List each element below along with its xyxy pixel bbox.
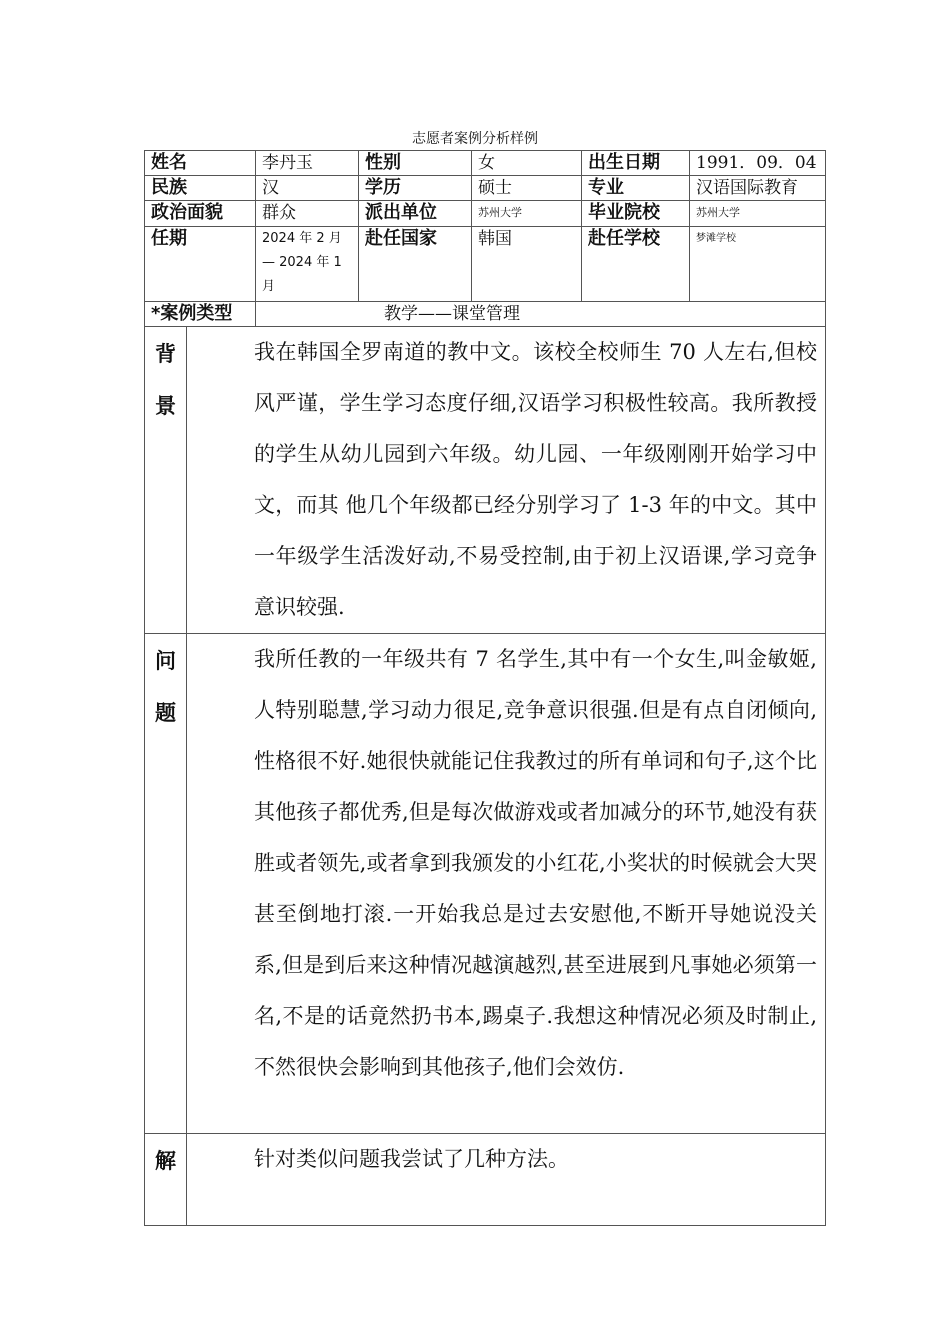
birth-label: 出生日期 bbox=[582, 151, 690, 176]
major-value: 汉语国际教育 bbox=[690, 176, 826, 201]
grad-label: 毕业院校 bbox=[582, 201, 690, 227]
country-value: 韩国 bbox=[472, 227, 582, 302]
dispatch-label: 派出单位 bbox=[359, 201, 472, 227]
term-label: 任期 bbox=[145, 227, 256, 302]
country-label: 赴任国家 bbox=[359, 227, 472, 302]
birth-value: 1991．09．04 bbox=[690, 151, 826, 176]
term-value: 2024 年 2 月 — 2024 年 1 月 bbox=[256, 227, 359, 302]
school-label: 赴任学校 bbox=[582, 227, 690, 302]
major-label: 专业 bbox=[582, 176, 690, 201]
political-label: 政治面貌 bbox=[145, 201, 256, 227]
solution-text: 针对类似问题我尝试了几种方法。 bbox=[187, 1134, 826, 1226]
solution-label: 解 bbox=[145, 1134, 187, 1226]
political-value: 群众 bbox=[256, 201, 359, 227]
case-type-label: *案例类型 bbox=[145, 302, 256, 327]
gender-label: 性别 bbox=[359, 151, 472, 176]
dispatch-value: 苏州大学 bbox=[472, 201, 582, 227]
background-text: 我在韩国全罗南道的教中文。该校全校师生 70 人左右,但校风严谨，学生学习态度仔细,汉语学习积极性较高。我所教授的学生从幼儿园到六年级。幼儿园、一年级刚刚开始学习中文，而其 他几个年级都已经分别学习了 1-3 年的中文。其中一年级学生活泼好动,不易受控制,由于初上汉语课,学习竞争意识较强. bbox=[187, 327, 826, 634]
grad-value: 苏州大学 bbox=[690, 201, 826, 227]
problem-text: 我所任教的一年级共有 7 名学生,其中有一个女生,叫金敏姬,人特别聪慧,学习动力很足,竞争意识很强.但是有点自闭倾向,性格很不好.她很快就能记住我教过的所有单词和句子,这个比其他孩子都优秀,但是每次做游戏或者加减分的环节,她没有获胜或者领先,或者拿到我颁发的小红花,小奖状的时候就会大哭甚至倒地打滚.一开始我总是过去安慰他,不断开导她说没关系,但是到后来这种情况越演越烈,甚至进展到凡事她必须第一名,不是的话竟然扔书本,踢桌子.我想这种情况必须及时制止,不然很快会影响到其他孩子,他们会效仿. bbox=[187, 634, 826, 1134]
gender-value: 女 bbox=[472, 151, 582, 176]
school-value: 梦滩学校 bbox=[690, 227, 826, 302]
name-label: 姓名 bbox=[145, 151, 256, 176]
background-label: 背 景 bbox=[145, 327, 187, 634]
case-type-value: 教学——课堂管理 bbox=[256, 302, 826, 327]
name-value: 李丹玉 bbox=[256, 151, 359, 176]
education-label: 学历 bbox=[359, 176, 472, 201]
case-table bbox=[144, 150, 826, 1226]
ethnicity-label: 民族 bbox=[145, 176, 256, 201]
education-value: 硕士 bbox=[472, 176, 582, 201]
problem-label: 问 题 bbox=[145, 634, 187, 1134]
ethnicity-value: 汉 bbox=[256, 176, 359, 201]
page-title: 志愿者案例分析样例 bbox=[412, 131, 538, 147]
